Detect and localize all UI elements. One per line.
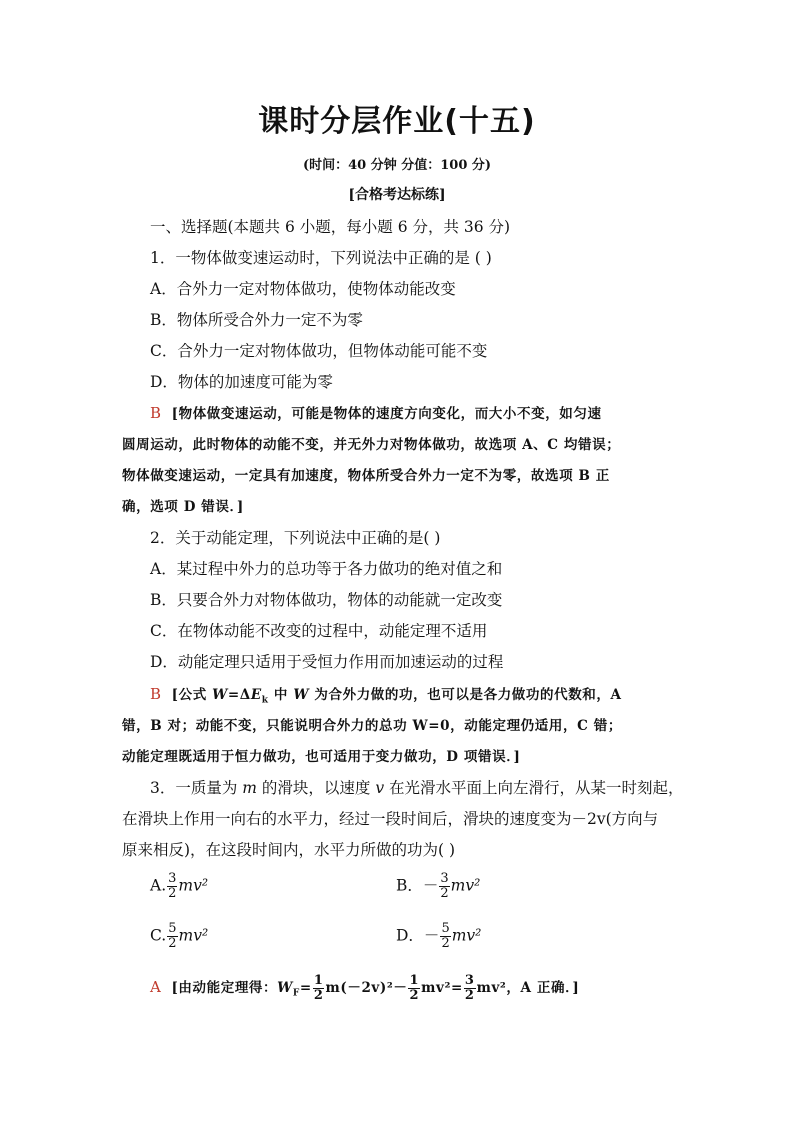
q2-option-d: D．动能定理只适用于受恒力作用而加速运动的过程 xyxy=(150,653,504,671)
q3-explanation: A [由动能定理得：$W_F=$ $\frac{1}{2}$ m(－2v)²－ $\frac{1}{2}$ mv²= $\frac{3}{2}$ mv²，A 正确．] xyxy=(150,973,580,1003)
q1-explanation-line-3: 物体做变速运动，一定具有加速度，物体所受合外力一定不为零，故选项 B 正 xyxy=(122,468,610,484)
q2-option-b: B．只要合外力对物体做功，物体的动能就一定改变 xyxy=(150,591,503,609)
q2-option-a: A．某过程中外力的总功等于各力做功的绝对值之和 xyxy=(150,560,503,578)
q1-option-b: B．物体所受合外力一定不为零 xyxy=(150,311,363,329)
q2-option-c: C．在物体动能不改变的过程中，动能定理不适用 xyxy=(150,622,488,640)
q1-option-c: C．合外力一定对物体做功，但物体动能可能不变 xyxy=(150,342,488,360)
q1-explanation-line-1: B [物体做变速运动，可能是物体的速度方向变化，而大小不变，如匀速 xyxy=(150,404,602,422)
q1-option-d: D．物体的加速度可能为零 xyxy=(150,373,333,391)
time-score-info: (时间：40 分钟 分值：100 分) xyxy=(302,158,492,173)
q1-answer-key: B xyxy=(150,404,162,422)
q2-explanation-line-3: 动能定理既适用于恒力做功，也可适用于变力做功，D 项错误．] xyxy=(122,749,521,765)
part-heading: 一、选择题(本题共 6 小题，每小题 6 分，共 36 分) xyxy=(150,218,511,236)
q3-stem-line-3: 原来相反)，在这段时间内，水平力所做的功为( ) xyxy=(122,841,456,859)
q3-option-a: A. $\frac{3}{2}$ mv² xyxy=(150,871,209,901)
page-title: 课时分层作业(十五) xyxy=(258,104,536,139)
q1-option-a: A．合外力一定对物体做功，使物体动能改变 xyxy=(150,280,456,298)
q3-option-d: D．－ $\frac{5}{2}$ mv² xyxy=(396,921,482,951)
q2-answer-key: B xyxy=(150,685,162,703)
q2-explanation-line-2: 错，B 对；动能不变，只能说明合外力的总功 W=0，动能定理仍适用，C 错； xyxy=(122,718,622,734)
q3-stem-line-2: 在滑块上作用一向右的水平力，经过一段时间后，滑块的速度变为－2v(方向与 xyxy=(122,810,659,828)
q2-explanation-line-1: B [公式 $W=\Delta E_k$ 中 W 为合外力做的功，也可以是各力做功的代数和，A xyxy=(150,685,622,706)
q3-option-b: B．－ $\frac{3}{2}$ mv² xyxy=(396,871,481,901)
q1-explanation-line-2: 圆周运动，此时物体的动能不变，并无外力对物体做功，故选项 A、C 均错误； xyxy=(122,437,621,453)
section-heading: [合格考达标练] xyxy=(348,187,446,203)
q3-stem-line-1: 3．一质量为 m 的滑块，以速度 v 在光滑水平面上向左滑行，从某一时刻起， xyxy=(150,779,684,797)
q1-explanation-line-4: 确，选项 D 错误．] xyxy=(122,499,244,515)
q3-answer-key: A xyxy=(150,978,162,996)
q2-stem: 2．关于动能定理，下列说法中正确的是( ) xyxy=(150,529,441,547)
q3-option-c: C. $\frac{5}{2}$ mv² xyxy=(150,921,209,951)
q1-stem: 1．一物体做变速运动时，下列说法中正确的是 ( ) xyxy=(150,249,492,267)
